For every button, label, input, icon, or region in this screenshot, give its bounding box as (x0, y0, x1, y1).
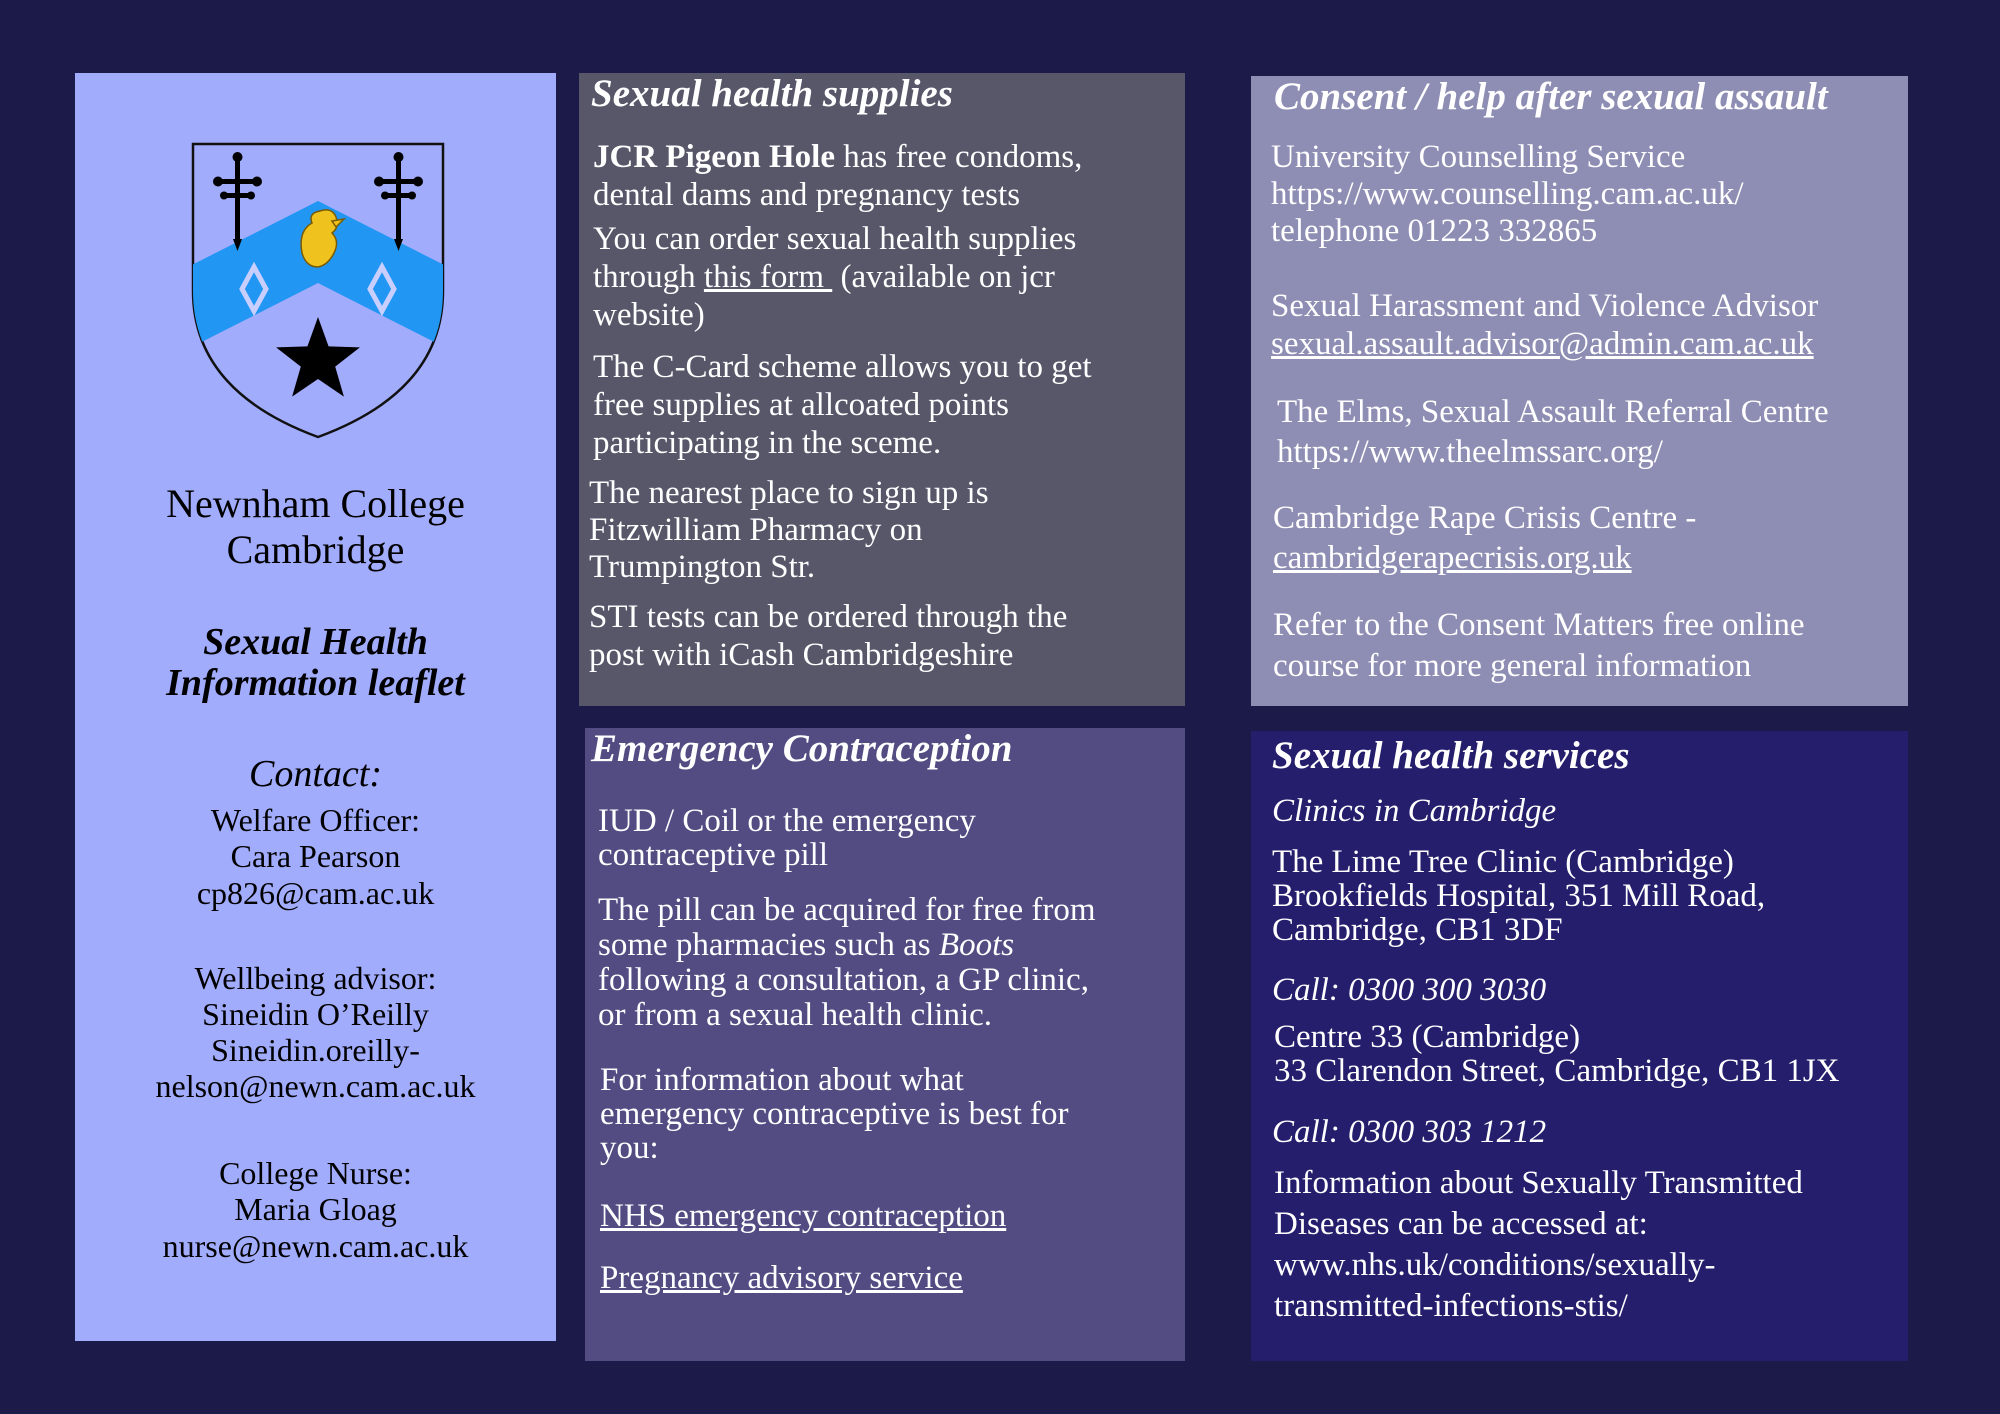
pill-line4: or from a sexual health clinic. (598, 997, 993, 1033)
centre33-line2: 33 Clarendon Street, Cambridge, CB1 1JX (1274, 1053, 1840, 1089)
pregnancy-link-line[interactable] (600, 1260, 963, 1296)
counselling-service-name: University Counselling Service (1271, 139, 1686, 175)
supplies-order-pre: through (593, 259, 704, 295)
nearest-signup-line2: Fitzwilliam Pharmacy on (589, 512, 923, 548)
welfare-officer-role: Welfare Officer: (210, 802, 421, 838)
clinics-subtitle: Clinics in Cambridge (1272, 793, 1557, 829)
welfare-officer-name: Cara Pearson (230, 838, 401, 874)
emergency-title: Emergency Contraception (591, 727, 1013, 770)
supplies-order-line2 (593, 259, 1055, 295)
pill-line1: The pill can be acquired for free from (598, 892, 1096, 928)
pregnancy-advisory-link[interactable]: Pregnancy advisory service (600, 1260, 963, 1296)
jcr-pigeon-hole-label: JCR Pigeon Hole (593, 139, 835, 175)
wellbeing-advisor-email-line2[interactable]: nelson@newn.cam.ac.uk (155, 1068, 476, 1104)
services-panel (1251, 731, 1908, 1361)
leaflet-title-line2: Information leaflet (166, 662, 465, 704)
centre33-line1: Centre 33 (Cambridge) (1274, 1019, 1581, 1055)
supplies-order-line1: You can order sexual health supplies (593, 221, 1077, 257)
college-nurse-email[interactable]: nurse@newn.cam.ac.uk (162, 1228, 469, 1264)
wellbeing-advisor-role: Wellbeing advisor: (194, 960, 437, 996)
pill-line2-pre: some pharmacies such as (598, 927, 939, 963)
c-card-line3: participating in the sceme. (593, 425, 942, 461)
consent-title: Consent / help after sexual assault (1274, 75, 1828, 118)
harassment-advisor-name: Sexual Harassment and Violence Advisor (1271, 288, 1819, 324)
info-line2: emergency contraceptive is best for (600, 1096, 1069, 1132)
centre33-phone[interactable]: Call: 0300 303 1212 (1272, 1114, 1547, 1150)
counselling-service-url[interactable]: https://www.counselling.cam.ac.uk/ (1271, 176, 1744, 212)
supplies-title: Sexual health supplies (591, 72, 953, 115)
college-name-line1: Newnham College (166, 481, 465, 526)
harassment-advisor-email-link[interactable] (1271, 326, 1814, 362)
harassment-advisor-email[interactable]: sexual.assault.advisor@admin.cam.ac.uk (1271, 326, 1814, 362)
iud-line2: contraceptive pill (598, 837, 828, 873)
wellbeing-advisor-email-line1[interactable]: Sineidin.oreilly- (211, 1032, 420, 1068)
supplies-pigeon-hole-line2: dental dams and pregnancy tests (593, 177, 1021, 213)
consent-panel (1251, 76, 1908, 706)
college-crest-icon (190, 141, 446, 441)
emergency-contraception-panel (585, 728, 1185, 1361)
std-info-url-line2[interactable]: transmitted-infections-stis/ (1274, 1288, 1628, 1324)
consent-matters-line2: course for more general information (1273, 648, 1752, 684)
lime-tree-phone[interactable]: Call: 0300 300 3030 (1272, 972, 1547, 1008)
supplies-order-post: (available on jcr (832, 259, 1055, 295)
std-info-line2: Diseases can be accessed at: (1274, 1206, 1648, 1242)
lime-tree-line2: Brookfields Hospital, 351 Mill Road, (1272, 878, 1766, 914)
pill-line2 (598, 927, 1014, 963)
college-nurse-role: College Nurse: (219, 1155, 412, 1191)
std-info-line1: Information about Sexually Transmitted (1274, 1165, 1803, 1201)
wellbeing-advisor-name: Sineidin O’Reilly (202, 996, 429, 1032)
rape-crisis-name: Cambridge Rape Crisis Centre - (1273, 500, 1697, 536)
nearest-signup-line3: Trumpington Str. (589, 549, 816, 585)
college-nurse-name: Maria Gloag (234, 1191, 397, 1227)
welfare-officer-email[interactable]: cp826@cam.ac.uk (196, 875, 435, 911)
std-info-url-line1[interactable]: www.nhs.uk/conditions/sexually- (1274, 1247, 1716, 1283)
supplies-pigeon-hole-line1 (593, 139, 1082, 175)
nearest-signup-line1: The nearest place to sign up is (589, 475, 989, 511)
nhs-emergency-contraception-link[interactable]: NHS emergency contraception (600, 1198, 1007, 1234)
boots-label: Boots (938, 927, 1015, 963)
rape-crisis-link-line[interactable] (1273, 540, 1632, 576)
services-title: Sexual health services (1272, 734, 1630, 777)
this-form-link[interactable]: this form (703, 259, 833, 295)
elms-centre-url[interactable]: https://www.theelmssarc.org/ (1277, 434, 1663, 470)
supplies-pigeon-hole-rest: has free condoms, (834, 139, 1083, 175)
info-line1: For information about what (600, 1062, 964, 1098)
leaflet-title-line1: Sexual Health (203, 621, 428, 663)
counselling-service-phone: telephone 01223 332865 (1271, 213, 1598, 249)
rape-crisis-link[interactable]: cambridgerapecrisis.org.uk (1273, 540, 1632, 576)
supplies-order-line3: website) (593, 297, 705, 333)
college-name-line2: Cambridge (226, 527, 405, 572)
c-card-line2: free supplies at allcoated points (593, 387, 1010, 423)
supplies-panel (579, 73, 1185, 706)
nhs-link-line[interactable] (600, 1198, 1006, 1234)
sti-tests-line2: post with iCash Cambridgeshire (589, 637, 1014, 673)
consent-matters-line1: Refer to the Consent Matters free online (1273, 607, 1805, 643)
pill-line3: following a consultation, a GP clinic, (598, 962, 1089, 998)
lime-tree-line1: The Lime Tree Clinic (Cambridge) (1272, 844, 1734, 880)
info-line3: you: (600, 1130, 659, 1166)
sti-tests-line1: STI tests can be ordered through the (589, 599, 1068, 635)
lime-tree-line3: Cambridge, CB1 3DF (1272, 912, 1563, 948)
contact-heading: Contact: (249, 753, 382, 795)
elms-centre-name: The Elms, Sexual Assault Referral Centre (1277, 394, 1829, 430)
college-contact-panel (75, 73, 556, 1341)
iud-line1: IUD / Coil or the emergency (598, 803, 976, 839)
c-card-line1: The C-Card scheme allows you to get (593, 349, 1092, 385)
